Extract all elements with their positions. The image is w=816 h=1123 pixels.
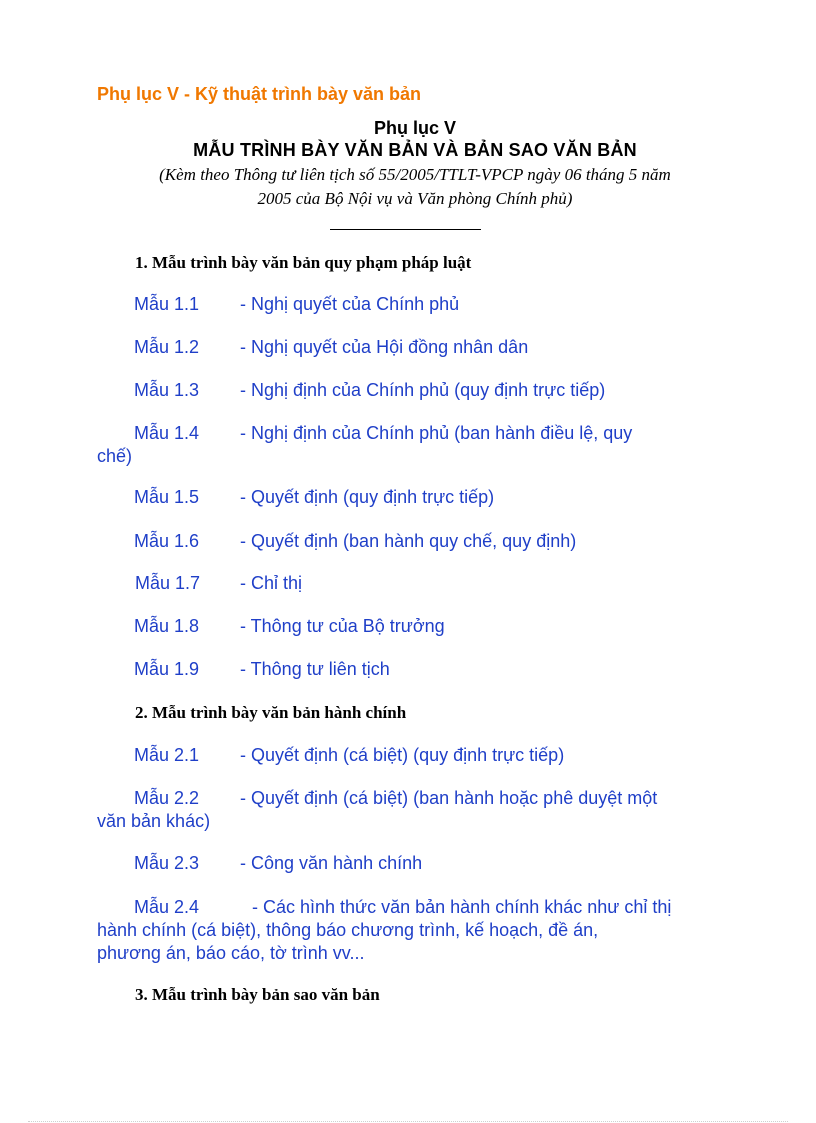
item-description: - Công văn hành chính: [240, 853, 423, 873]
title-divider: [330, 229, 481, 230]
subtitle-line-2: 2005 của Bộ Nội vụ và Văn phòng Chính phủ): [257, 189, 573, 208]
item-code: Mẫu 1.3: [134, 380, 200, 400]
item-description: - Quyết định (quy định trực tiếp): [240, 487, 495, 507]
item-description: - Nghị quyết của Hội đồng nhân dân: [240, 337, 529, 357]
item-continuation: văn bản khác): [97, 811, 211, 831]
document-subtitle: [80, 163, 750, 211]
item-code: Mẫu 1.4: [134, 423, 200, 443]
appendix-link[interactable]: Phụ lục V - Kỹ thuật trình bày văn bản: [97, 84, 422, 104]
item-code: Mẫu 1.1: [134, 294, 200, 314]
item-code: Mẫu 2.2: [134, 788, 200, 808]
section-heading-2: 2. Mẫu trình bày văn bản hành chính: [135, 703, 407, 722]
document-title: MẪU TRÌNH BÀY VĂN BẢN VÀ BẢN SAO VĂN BẢN: [193, 140, 637, 160]
item-description: - Nghị quyết của Chính phủ: [240, 294, 460, 314]
item-description: - Các hình thức văn bản hành chính khác như chỉ thị: [252, 897, 672, 917]
item-code: Mẫu 2.1: [134, 745, 200, 765]
section-heading-3: 3. Mẫu trình bày bản sao văn bản: [135, 985, 380, 1004]
item-description: - Nghị định của Chính phủ (quy định trực tiếp): [240, 380, 606, 400]
subtitle-line-1: (Kèm theo Thông tư liên tịch số 55/2005/TTLT-VPCP ngày 06 tháng 5 năm: [159, 165, 671, 184]
item-description: - Thông tư liên tịch: [240, 659, 390, 679]
item-code: Mẫu 1.6: [134, 531, 200, 551]
item-continuation: phương án, báo cáo, tờ trình vv...: [97, 943, 365, 963]
page-bottom-border: [28, 1121, 788, 1122]
item-description: - Thông tư của Bộ trưởng: [240, 616, 445, 636]
item-code: Mẫu 1.5: [134, 487, 200, 507]
item-code: Mẫu 1.2: [134, 337, 200, 357]
item-description: - Chỉ thị: [240, 573, 303, 593]
item-code: Mẫu 1.8: [134, 616, 200, 636]
item-description: - Quyết định (ban hành quy chế, quy định): [240, 531, 577, 551]
appendix-label: Phụ lục V: [373, 118, 456, 138]
item-description: - Nghị định của Chính phủ (ban hành điều lệ, quy: [240, 423, 633, 443]
item-code: Mẫu 1.7: [135, 573, 201, 593]
item-code: Mẫu 2.3: [134, 853, 200, 873]
item-code: Mẫu 1.9: [134, 659, 200, 679]
item-continuation: chế): [97, 446, 133, 466]
item-code: Mẫu 2.4: [134, 897, 200, 917]
item-description: - Quyết định (cá biệt) (quy định trực tiếp): [240, 745, 565, 765]
item-description: - Quyết định (cá biệt) (ban hành hoặc phê duyệt một: [240, 788, 658, 808]
section-heading-1: 1. Mẫu trình bày văn bản quy phạm pháp luật: [135, 253, 472, 272]
item-continuation: hành chính (cá biệt), thông báo chương trình, kế hoạch, đề án,: [97, 920, 599, 940]
